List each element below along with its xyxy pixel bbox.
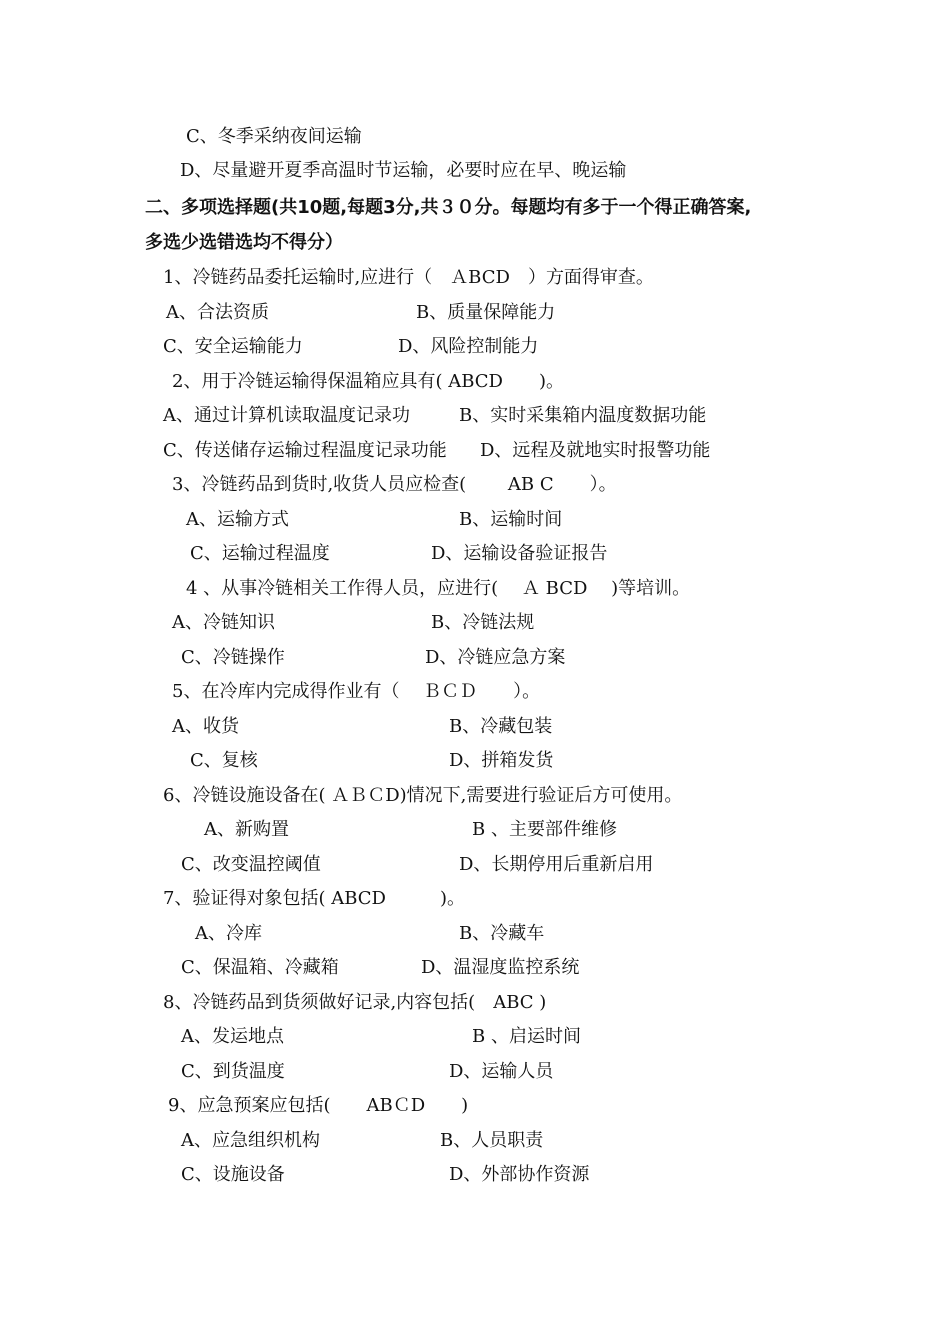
question-9-option-c: C、设施设备	[181, 1164, 285, 1185]
question-2-option-d: D、远程及就地实时报警功能	[480, 440, 711, 461]
question-7-option-c: C、保温箱、冷藏箱	[181, 957, 339, 978]
question-4-option-a: A、冷链知识	[172, 612, 275, 633]
question-7-option-b: B、冷藏车	[459, 923, 545, 944]
question-8-option-a: A、发运地点	[181, 1026, 284, 1047]
question-7-option-a: A、冷库	[195, 923, 262, 944]
question-4-option-c: C、冷链操作	[181, 647, 285, 668]
question-3-option-d: D、运输设备验证报告	[431, 543, 608, 564]
section-heading-line1: 二、多项选择题(共10题,每题3分,共３０分。每题均有多于一个得正确答案,	[145, 197, 752, 218]
question-4-stem: 4 、从事冷链相关工作得人员，应进行( Ａ BCD )等培训。	[186, 578, 691, 599]
question-7-option-d: D、温湿度监控系统	[421, 957, 580, 978]
question-9-option-a: A、应急组织机构	[181, 1130, 320, 1151]
question-5-option-d: D、拼箱发货	[449, 750, 554, 771]
question-7-stem: 7、验证得对象包括( ABCD )。	[163, 888, 465, 909]
question-8-option-b: B 、启运时间	[472, 1026, 581, 1047]
question-9-stem: 9、应急预案应包括( ABＣD )	[168, 1095, 469, 1116]
question-4-option-b: B、冷链法规	[431, 612, 535, 633]
question-6-option-c: C、改变温控阈值	[181, 854, 321, 875]
question-3-option-b: B、运输时间	[459, 509, 563, 530]
question-5-stem: 5、在冷库内完成得作业有（ ＢＣＤ ）。	[172, 681, 541, 702]
question-6-option-a: A、新购置	[204, 819, 289, 840]
question-2-option-c: C、传送储存运输过程温度记录功能	[163, 440, 447, 461]
question-5-option-a: A、收货	[172, 716, 239, 737]
question-4-option-d: D、冷链应急方案	[425, 647, 566, 668]
question-3-stem: 3、冷链药品到货时,收货人员应检查( AB C ）。	[172, 474, 617, 495]
question-1-stem: 1、冷链药品委托运输时,应进行（ ＡBCD ）方面得审查。	[163, 267, 654, 288]
question-6-option-d: D、长期停用后重新启用	[459, 854, 654, 875]
question-2-option-b: B、实时采集箱内温度数据功能	[459, 405, 707, 426]
section-heading-line2: 多选少选错选均不得分）	[145, 232, 343, 253]
question-5-option-b: B、冷藏包装	[449, 716, 553, 737]
question-6-stem: 6、冷链设施设备在( ＡＢＣD)情况下,需要进行验证后方可使用。	[163, 785, 683, 806]
question-2-option-a: A、通过计算机读取温度记录功	[163, 405, 410, 426]
question-8-option-d: D、运输人员	[449, 1061, 554, 1082]
question-3-option-a: A、运输方式	[186, 509, 289, 530]
question-1-option-b: B、质量保障能力	[416, 302, 556, 323]
option-d: D、尽量避开夏季高温时节运输，必要时应在早、晚运输	[180, 160, 627, 181]
question-8-option-c: C、到货温度	[181, 1061, 285, 1082]
question-8-stem: 8、冷链药品到货须做好记录,内容包括( ABC )	[163, 992, 547, 1013]
question-9-option-b: B、人员职责	[440, 1130, 544, 1151]
question-6-option-b: B 、主要部件维修	[472, 819, 617, 840]
option-c: C、冬季采纳夜间运输	[186, 126, 362, 147]
question-9-option-d: D、外部协作资源	[449, 1164, 590, 1185]
question-1-option-d: D、风险控制能力	[398, 336, 539, 357]
question-1-option-c: C、安全运输能力	[163, 336, 303, 357]
question-3-option-c: C、运输过程温度	[190, 543, 330, 564]
question-1-option-a: A、合法资质	[166, 302, 269, 323]
question-5-option-c: C、复核	[190, 750, 258, 771]
question-2-stem: 2、用于冷链运输得保温箱应具有( ABCD )。	[172, 371, 564, 392]
